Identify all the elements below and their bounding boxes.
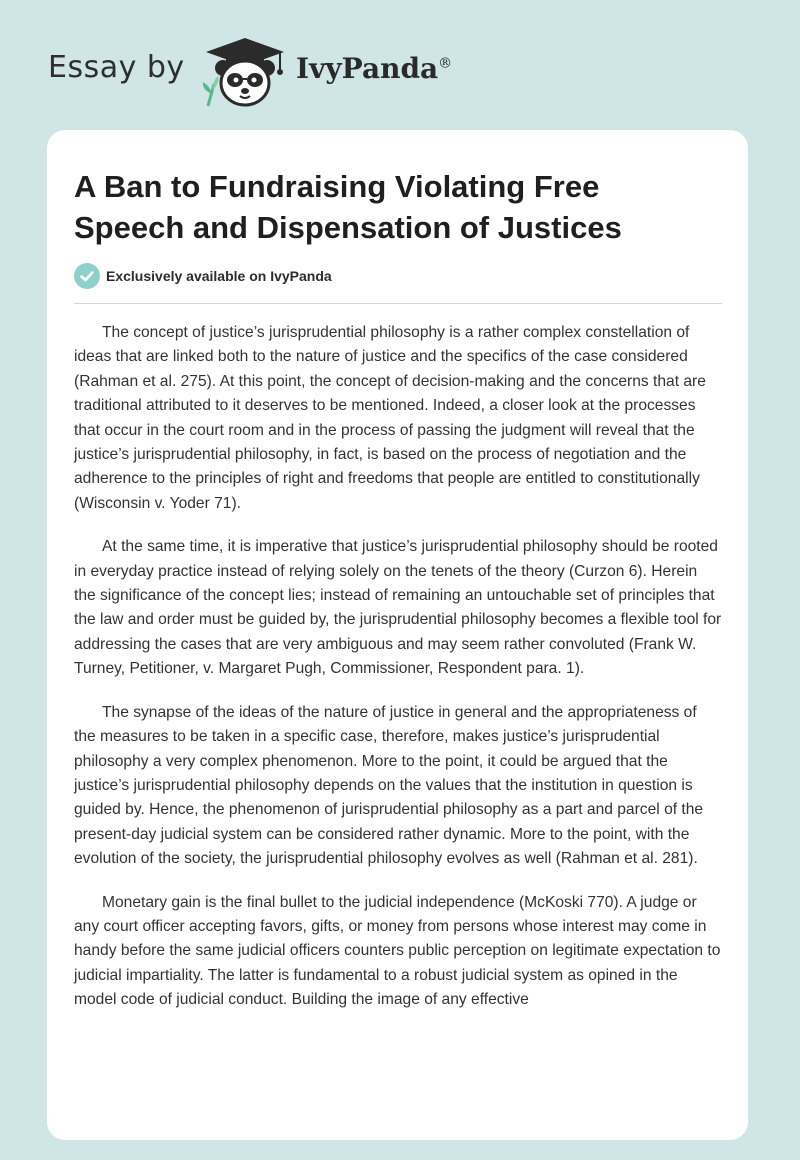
- registered-mark: ®: [438, 55, 453, 72]
- paragraph: The synapse of the ideas of the nature of justice in general and the appropriateness of the measures to be taken in a specific case, therefore, makes justice’s jurisprudential philosophy a very complex phenomenon. More to the point, it could be argued that the justice’s jurisprudential philosophy depends on the values that the institution in question is guided by. Hence, the phenomenon of jurisprudential philosophy as a part and parcel of the present-day judicial system can be considered rather dynamic. More to the point, with the evolution of the society, the jurisprudential philosophy evolves as well (Rahman et al. 281).: [74, 703, 704, 868]
- check-circle-icon: [74, 263, 100, 289]
- exclusive-badge: [74, 263, 332, 289]
- paragraph: Monetary gain is the final bullet to the judicial independence (McKoski 770). A judge or any court officer accepting favors, gifts, or money from persons whose interest may come in handy before the same judicial officers counters public perception on legitimate expectation to judicial impartiality. The latter is fundamental to a robust judicial system as opined in the model code of judicial conduct. Building the image of any effective: [74, 893, 721, 1009]
- exclusive-badge-text: Exclusively available on IvyPanda: [106, 268, 332, 284]
- divider: [74, 303, 722, 304]
- brand-prefix: Essay by: [48, 50, 185, 85]
- panda-graduate-icon[interactable]: [200, 36, 290, 108]
- site-header: [0, 0, 800, 130]
- essay-card: [47, 130, 748, 1140]
- paragraph: The concept of justice’s jurisprudential philosophy is a rather complex constellation of ideas that are linked both to the nature of justice and the specifics of the case considered (Rahman et al. 275). At this point, the concept of decision-making and the concerns that are traditional attributed to it deserves to be mentioned. Indeed, a closer look at the processes that occur in the court room and in the process of passing the judgment will reveal that the justice’s jurisprudential philosophy, in fact, is based on the process of negotiation and the adherence to the principles of right and freedoms that people are entitled to constitutionally (Wisconsin v. Yoder 71).: [74, 324, 706, 512]
- page-title: A Ban to Fundraising Violating Free Speech and Dispensation of Justices: [74, 169, 622, 245]
- essay-body: [74, 321, 722, 1032]
- paragraph: At the same time, it is imperative that justice’s jurisprudential philosophy should be rooted in everyday practice instead of relying solely on the tenets of the theory (Curzon 6). Herein the significance of the concept lies; instead of remaining an untouchable set of principles that the law and order must be guided by, the jurisprudential philosophy becomes a flexible tool for addressing the cases that are very ambiguous and may seem rather convoluted (Frank W. Turney, Petitioner, v. Margaret Pugh, Commissioner, Respondent para. 1).: [74, 538, 722, 678]
- brand-name[interactable]: IvyPanda®: [296, 52, 453, 85]
